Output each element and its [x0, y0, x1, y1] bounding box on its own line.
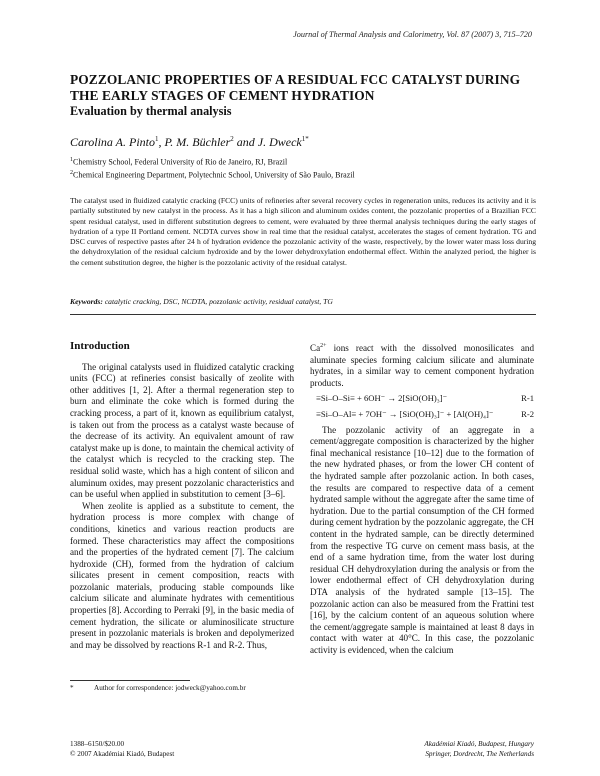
affiliation-text: Chemical Engineering Department, Polytechnic School, University of São Paulo, Brazil: [73, 170, 355, 180]
reaction-equation: [310, 409, 534, 421]
author-list: [70, 135, 309, 150]
body-paragraph: [310, 341, 534, 389]
body-paragraph: The original catalysts used in fluidized catalytic cracking units (FCC) at refineries consist basically of zeolite with other additives [1, 2]. After a thermal regeneration step to burn and eliminate the coke which is formed during the cracking process, a part of it, known as equilibrium catalyst, is taken out from the process as a catalyst waste because of the decrease of its activity. An equivalent amount of raw catalyst make up is done, to maintain the chemical activity of the catalyst which is recycled to the cracking step. The residual solid waste, which has a high content of silicon and aluminum oxides, may present pozzolanic characteristics and can be useful when applied in substitution to cement [3–6].: [70, 361, 294, 500]
publisher-2: Springer, Dordrecht, The Netherlands: [425, 750, 534, 758]
body-paragraph: The pozzolanic activity of an aggregate in a cement/aggregate composition is characterized by the higher final mechanical resistance [10–12] due to the formation of the new hydrated phases, or from the lower CH content of the hydrated sample after pozzolanic action. In both cases, the results are compared to respective data of a cement hydrated sample without the aggregate after the same time of hydration. Due to the partial consumption of the CH formed during cement hydration by the pozzolanic aggregate, the CH content in the hydrated sample, can be directly determined from the respective TG curve on cement mass basis, at the end of a same hydration time, from the water lost during residual CH dehydroxylation during the analysis or from the lower endothermal effect of CH dehydroxylation during DTA analysis of the hydrated sample [13–15]. The pozzolanic action can also be measured from the Frattini test [16], by the calcium content of an aqueous solution where the cement/aggregate sample is maintained at least 8 days in contact with water at 40°C. In this case, the pozzolanic activity is evidenced, when the calcium: [310, 424, 534, 655]
calcium-charge: 2+: [320, 343, 327, 349]
affiliation-marker: 1: [70, 157, 73, 163]
author-name: Carolina A. Pinto: [70, 135, 156, 149]
reaction-equation: [310, 393, 534, 405]
affiliation-marker: 2: [70, 170, 73, 177]
equation-text: ≡Si–O–Al≡ + 7OH⁻ → [SiO(OH)₃]⁻ + [Al(OH)₄]⁻: [316, 409, 494, 419]
keywords-list: catalytic cracking, DSC, NCDTA, pozzolanic activity, residual catalyst, TG: [104, 297, 333, 306]
equation-label: R-2: [521, 409, 534, 419]
left-column: [70, 341, 294, 651]
body-paragraph: When zeolite is applied as a substitute to cement, the hydration process is more complex with change of conditions, kinetics and various reaction products are formed. These characteristics may affect the compositions and the properties of the hydrated cement [7]. The calcium hydroxide (CH), formed from the hydration of calcium silicates present in cement composition, reacts with pozzolanic materials, producing stable compounds like calcium silicate and aluminate hydrates with cementitious properties [8]. According to Perraki [9], in the basic media of cement hydration, the silicate or aluminosilicate structure present in pozzolanic materials is broken and depolymerized and may be dissolved by reactions R-1 and R-2. Thus,: [70, 500, 294, 650]
section-divider: [70, 314, 536, 315]
footer-left: [70, 739, 174, 759]
author-separator: and: [233, 135, 258, 149]
keywords: [70, 297, 536, 306]
footer-right: [424, 739, 534, 759]
keywords-label: Keywords:: [70, 297, 103, 306]
abstract: The catalyst used in fluidized catalytic cracking (FCC) units of refineries after several recovery cycles in regeneration units, reduces its activity and it is partially substituted by new catalyst in the process. As it has a high silicon and aluminum oxides content, the pozzolanic properties of a Brazilian FCC spent residual catalyst, used in different substitution degrees to cement, were evaluated by three thermal analysis techniques during the early stages of hydration of a type II Portland cement. NCDTA curves show in real time that the residual catalyst, accelerates the stages of cement hydration. TG and DSC curves of respective pastes after 24 h of hydration evidence the pozzolanic activity of the waste, respectively, by the lower water mass loss during the dehydroxylation of the residual calcium hydroxide and by the lower dehydroxylation endothermal effect. Within the analyzed period, the higher is the cement substitution degree, the higher is the pozzolanic activity of the residual catalyst.: [70, 196, 536, 267]
affiliation-text: Chemistry School, Federal University of Rio de Janeiro, RJ, Brazil: [73, 157, 288, 167]
title-block: [70, 72, 540, 118]
article-title: POZZOLANIC PROPERTIES OF A RESIDUAL FCC CATALYST DURING THE EARLY STAGES OF CEMENT HYDRATION: [70, 72, 521, 103]
author-separator: ,: [158, 135, 165, 149]
affiliations: [70, 155, 540, 181]
equation-label: R-1: [521, 393, 534, 404]
footnote-text: Author for correspondence: jodweck@yahoo.com.br: [94, 684, 246, 692]
author-affil-marker: 1: [155, 135, 159, 143]
author-affil-marker: 2: [230, 135, 234, 143]
right-column: [310, 341, 534, 656]
author-affil-marker: 1*: [301, 135, 309, 143]
affiliation-item: [70, 155, 540, 168]
footnote-marker: *: [70, 684, 74, 692]
footnote-divider: [70, 680, 190, 681]
section-heading: Introduction: [70, 340, 130, 352]
author-name: P. M. Büchler: [164, 135, 231, 149]
equation-text: ≡Si–O–Si≡ + 6OH⁻ → 2[SiO(OH)₃]⁻: [316, 393, 448, 404]
running-head: Journal of Thermal Analysis and Calorimetry, Vol. 87 (2007) 3, 715–720: [293, 30, 532, 39]
author-name: J. Dweck: [257, 135, 302, 149]
footnote: [70, 684, 246, 692]
calcium-ion: Ca: [310, 343, 321, 354]
affiliation-item: [70, 168, 540, 181]
article-subtitle: Evaluation by thermal analysis: [70, 104, 232, 118]
issn-price: 1388–6150/$20.00: [70, 740, 125, 748]
paragraph-text: ions react with the dissolved monosilicates and aluminate species forming calcium silicate and aluminate hydrates, in a similar way to cement component hydration products.: [310, 343, 534, 388]
copyright: © 2007 Akadémiai Kiadó, Budapest: [70, 750, 175, 758]
publisher-1: Akadémiai Kiadó, Budapest, Hungary: [424, 740, 534, 748]
